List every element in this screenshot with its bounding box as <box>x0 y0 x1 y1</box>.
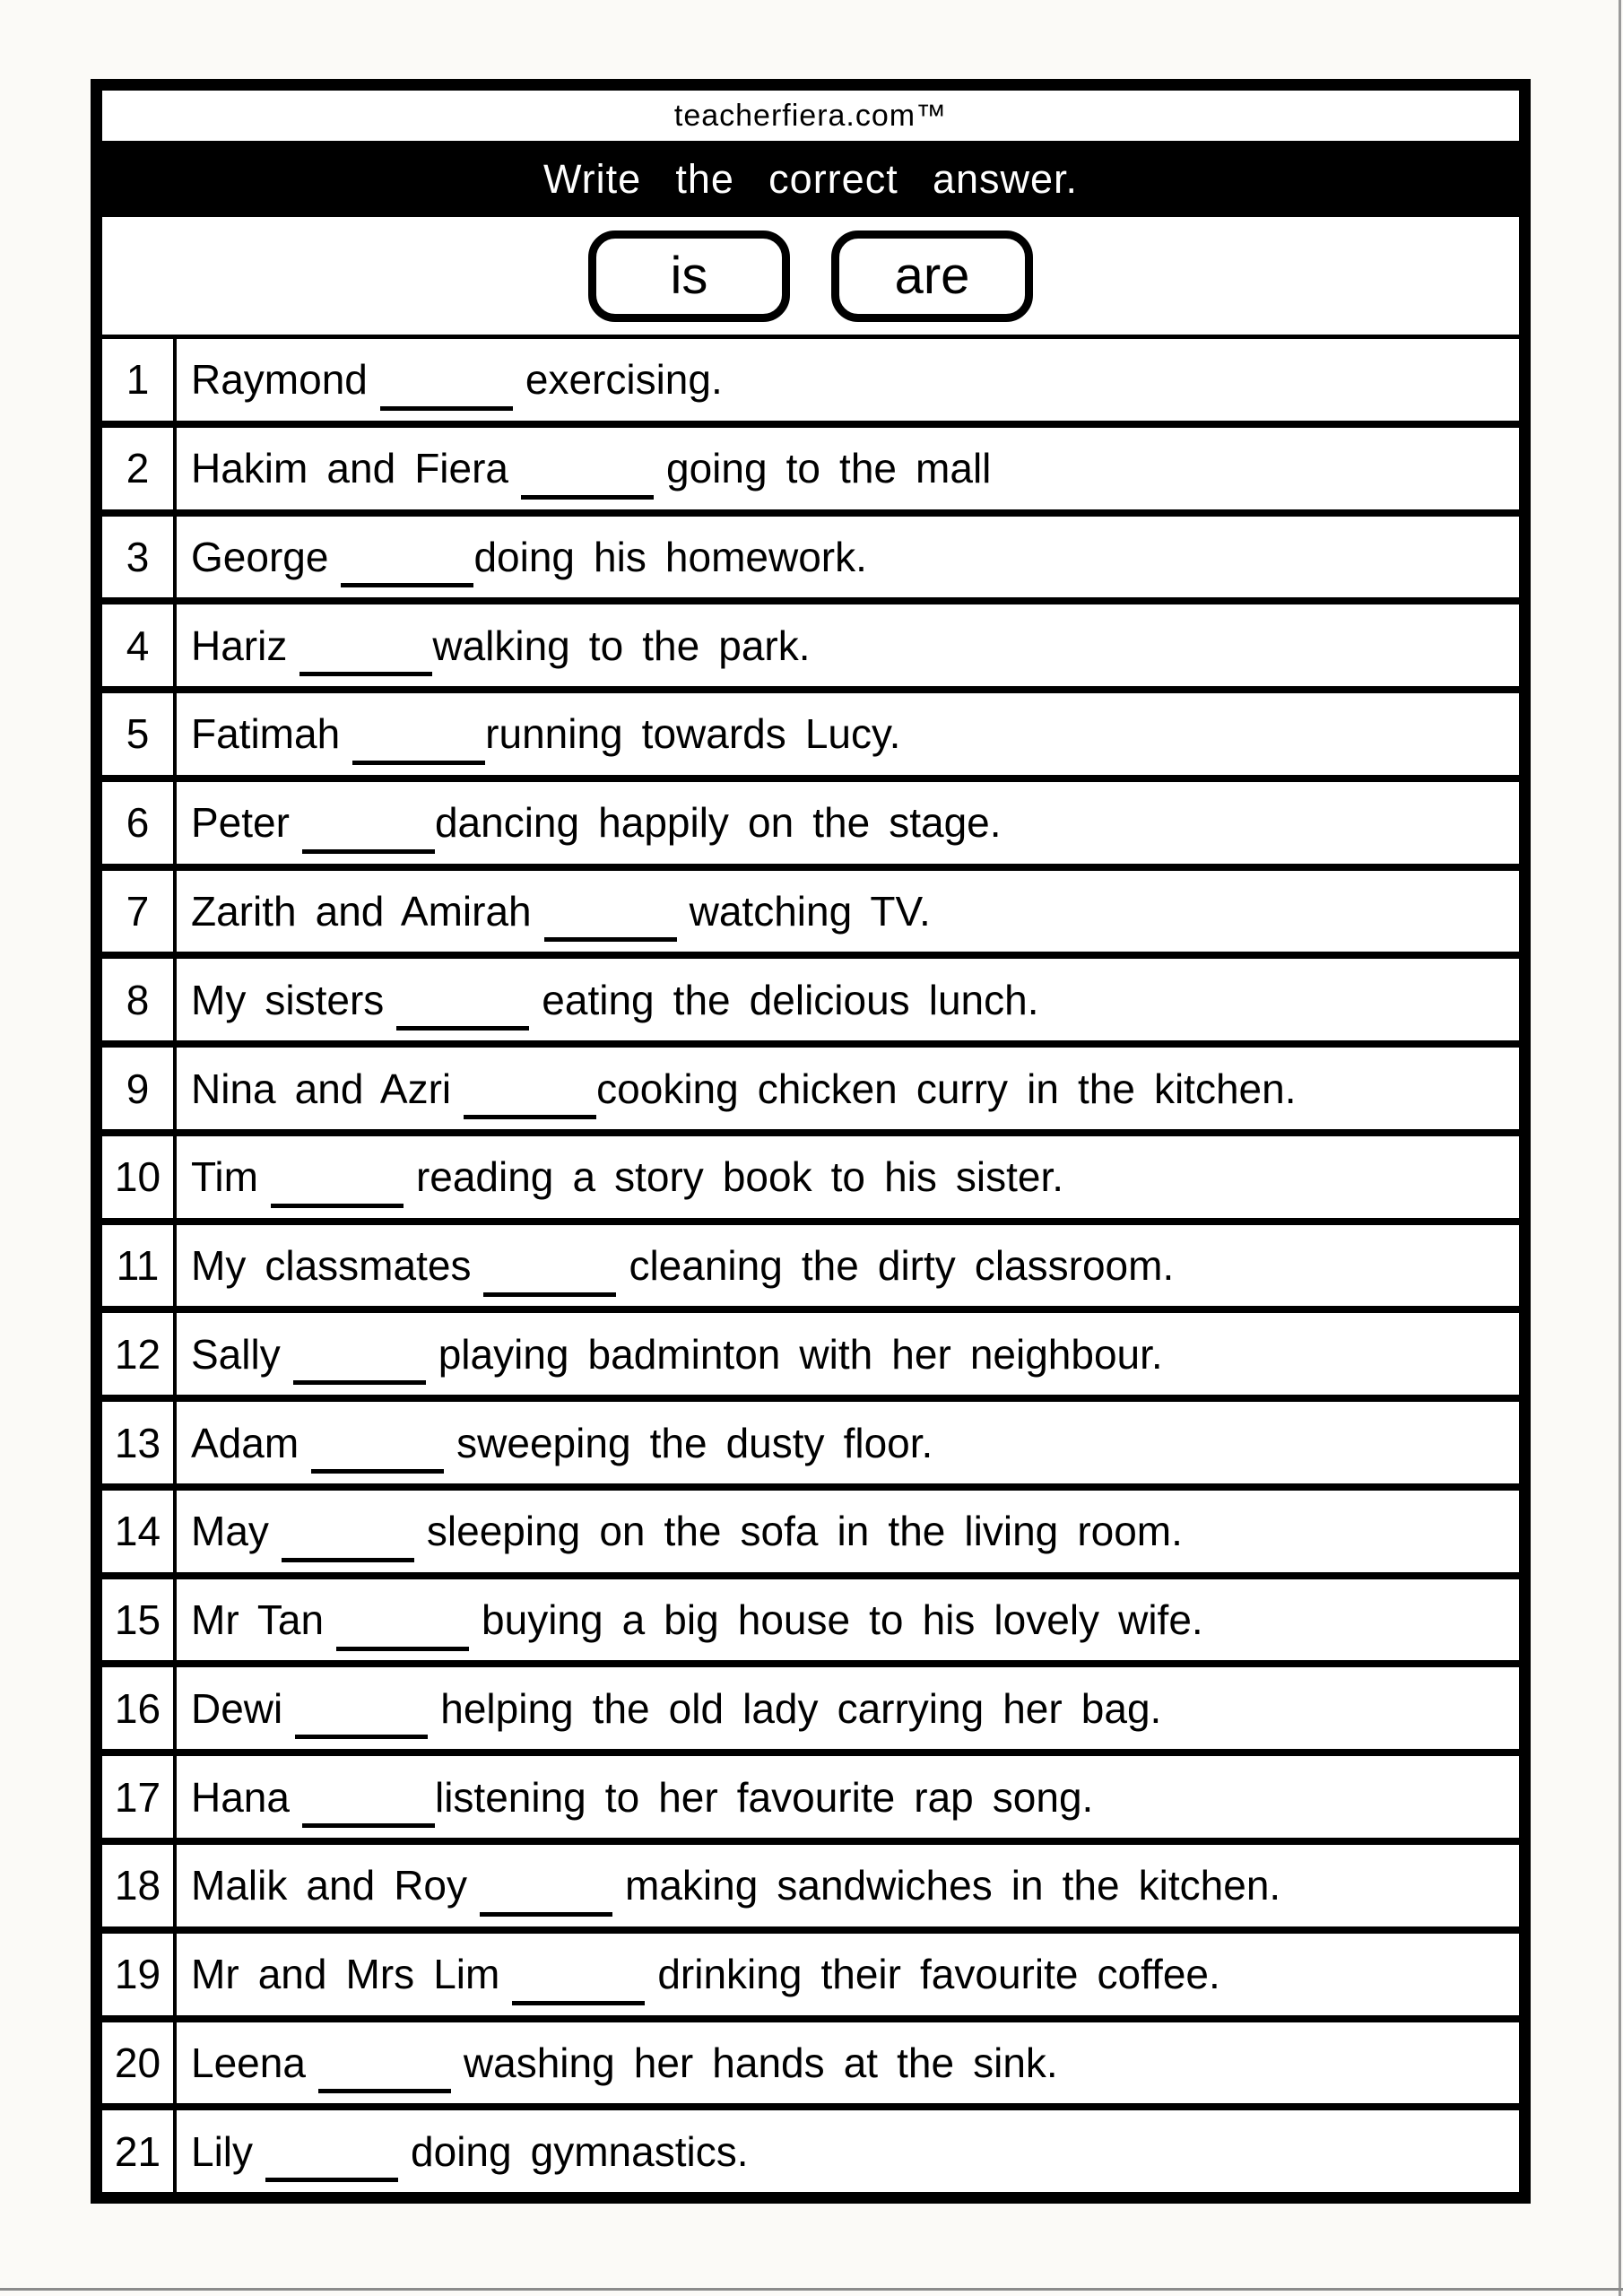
answer-blank-line <box>352 725 485 765</box>
question-row <box>102 1926 1519 2015</box>
question-sentence <box>177 428 1519 509</box>
sentence-after-blank: washing her hands at the sink. <box>463 2039 1058 2086</box>
answer-blank-line <box>380 370 513 411</box>
sentence-after-blank: listening to her favourite rap song. <box>434 1773 1094 1821</box>
sentence-before-blank: Hariz <box>191 622 288 669</box>
sentence-before-blank: Tim <box>191 1153 258 1201</box>
sentence-after-blank: exercising. <box>525 356 723 404</box>
question-sentence <box>177 2022 1519 2104</box>
question-row <box>102 864 1519 952</box>
question-sentence <box>177 1491 1519 1572</box>
sentence-before-blank: Peter <box>191 799 290 847</box>
question-sentence <box>177 1225 1519 1307</box>
answer-options <box>102 217 1519 335</box>
question-row <box>102 1395 1519 1483</box>
sentence-before-blank: Lily <box>191 2127 254 2175</box>
sentence-after-blank: watching TV. <box>689 887 931 935</box>
option-box-are: are <box>831 230 1033 322</box>
question-number: 11 <box>102 1225 177 1307</box>
sentence-after-blank: buying a big house to his lovely wife. <box>482 1596 1203 1644</box>
answer-blank-line <box>311 1433 444 1474</box>
page-title: Write the correct answer. <box>542 155 1079 202</box>
question-row <box>102 2103 1519 2192</box>
question-row <box>102 421 1519 509</box>
sentence-before-blank: My sisters <box>191 976 385 1023</box>
question-number: 13 <box>102 1402 177 1483</box>
answer-blank-line <box>293 1344 426 1385</box>
question-sentence <box>177 1845 1519 1926</box>
sentence-before-blank: May <box>191 1508 269 1555</box>
question-number: 14 <box>102 1491 177 1572</box>
question-row <box>102 775 1519 864</box>
question-number: 12 <box>102 1313 177 1395</box>
question-number: 5 <box>102 693 177 775</box>
sentence-before-blank: Mr and Mrs Lim <box>191 1951 500 1998</box>
question-row <box>102 2015 1519 2104</box>
question-number: 15 <box>102 1579 177 1661</box>
question-row <box>102 1306 1519 1395</box>
sentence-after-blank: drinking their favourite coffee. <box>657 1951 1220 1998</box>
sentence-after-blank: sleeping on the sofa in the living room. <box>426 1508 1183 1555</box>
watermark-text: teacherfiera.com™ <box>102 91 1519 141</box>
question-sentence <box>177 782 1519 864</box>
worksheet-frame <box>91 79 1531 2204</box>
sentence-before-blank: Hana <box>191 1773 290 1821</box>
answer-blank-line <box>464 1079 596 1119</box>
sentence-after-blank: helping the old lady carrying her bag. <box>440 1684 1162 1732</box>
question-row <box>102 1838 1519 1926</box>
question-sentence <box>177 959 1519 1040</box>
sentence-before-blank: Adam <box>191 1419 299 1466</box>
question-sentence <box>177 517 1519 598</box>
sentence-before-blank: Hakim and Fiera <box>191 445 509 492</box>
sentence-after-blank: going to the mall <box>666 445 992 492</box>
question-sentence <box>177 1934 1519 2015</box>
question-number: 4 <box>102 604 177 686</box>
sentence-after-blank: dancing happily on the stage. <box>434 799 1002 847</box>
scan-edge-right <box>1619 0 1621 2296</box>
option-box-is: is <box>588 230 790 322</box>
sentence-before-blank: Dewi <box>191 1684 283 1732</box>
answer-blank-line <box>512 1965 645 2005</box>
question-row <box>102 1040 1519 1129</box>
answer-blank-line <box>521 459 654 500</box>
answer-blank-line <box>299 636 432 676</box>
sentence-after-blank: eating the delicious lunch. <box>542 976 1039 1023</box>
sentence-after-blank: doing gymnastics. <box>411 2127 749 2175</box>
question-row <box>102 339 1519 421</box>
sentence-before-blank: George <box>191 533 329 580</box>
question-sentence <box>177 2110 1519 2192</box>
question-sentence <box>177 1313 1519 1395</box>
sentence-before-blank: Mr Tan <box>191 1596 325 1644</box>
title-bar <box>102 141 1519 217</box>
question-row <box>102 509 1519 598</box>
sentence-after-blank: reading a story book to his sister. <box>415 1153 1064 1201</box>
sentence-before-blank: Sally <box>191 1330 281 1378</box>
question-row <box>102 686 1519 775</box>
sentence-after-blank: cooking chicken curry in the kitchen. <box>596 1065 1297 1112</box>
question-sentence <box>177 1136 1519 1218</box>
sentence-after-blank: playing badminton with her neighbour. <box>438 1330 1163 1378</box>
question-row <box>102 1749 1519 1838</box>
answer-blank-line <box>295 1699 428 1739</box>
sentence-before-blank: My classmates <box>191 1242 472 1290</box>
answer-blank-line <box>341 547 473 587</box>
question-number: 9 <box>102 1048 177 1129</box>
answer-blank-line <box>302 1787 435 1828</box>
answer-blank-line <box>336 1611 469 1651</box>
answer-blank-line <box>265 2142 398 2182</box>
question-table <box>102 335 1519 2192</box>
answer-blank-line <box>480 1876 612 1917</box>
answer-blank-line <box>302 813 435 854</box>
question-number: 21 <box>102 2110 177 2192</box>
sentence-before-blank: Malik and Roy <box>191 1862 468 1909</box>
question-number: 16 <box>102 1667 177 1749</box>
question-sentence <box>177 871 1519 952</box>
question-number: 2 <box>102 428 177 509</box>
question-row <box>102 597 1519 686</box>
sentence-after-blank: sweeping the dusty floor. <box>456 1419 933 1466</box>
question-number: 18 <box>102 1845 177 1926</box>
question-sentence <box>177 1048 1519 1129</box>
answer-blank-line <box>483 1257 616 1297</box>
sentence-before-blank: Nina and Azri <box>191 1065 452 1112</box>
question-number: 7 <box>102 871 177 952</box>
question-row <box>102 1483 1519 1572</box>
question-sentence <box>177 1756 1519 1838</box>
sentence-after-blank: running towards Lucy. <box>485 710 901 758</box>
question-sentence <box>177 339 1519 421</box>
question-number: 20 <box>102 2022 177 2104</box>
answer-blank-line <box>271 1168 404 1208</box>
sentence-after-blank: walking to the park. <box>432 622 811 669</box>
question-row <box>102 1129 1519 1218</box>
question-sentence <box>177 1667 1519 1749</box>
question-row <box>102 952 1519 1040</box>
sentence-after-blank: doing his homework. <box>473 533 867 580</box>
question-number: 8 <box>102 959 177 1040</box>
question-sentence <box>177 604 1519 686</box>
sentence-before-blank: Leena <box>191 2039 306 2086</box>
question-sentence <box>177 1402 1519 1483</box>
answer-blank-line <box>396 990 529 1031</box>
question-row <box>102 1660 1519 1749</box>
question-row <box>102 1218 1519 1307</box>
answer-blank-line <box>544 901 677 942</box>
question-sentence <box>177 1579 1519 1661</box>
scan-edge-bottom <box>0 2288 1623 2291</box>
sentence-before-blank: Fatimah <box>191 710 341 758</box>
question-number: 19 <box>102 1934 177 2015</box>
sentence-after-blank: making sandwiches in the kitchen. <box>625 1862 1281 1909</box>
question-number: 1 <box>102 339 177 421</box>
answer-blank-line <box>282 1522 414 1562</box>
sentence-after-blank: cleaning the dirty classroom. <box>629 1242 1175 1290</box>
question-row <box>102 1572 1519 1661</box>
sentence-before-blank: Zarith and Amirah <box>191 887 532 935</box>
answer-blank-line <box>318 2053 451 2093</box>
sentence-before-blank: Raymond <box>191 356 368 404</box>
question-sentence <box>177 693 1519 775</box>
question-number: 3 <box>102 517 177 598</box>
question-number: 17 <box>102 1756 177 1838</box>
question-number: 6 <box>102 782 177 864</box>
question-number: 10 <box>102 1136 177 1218</box>
